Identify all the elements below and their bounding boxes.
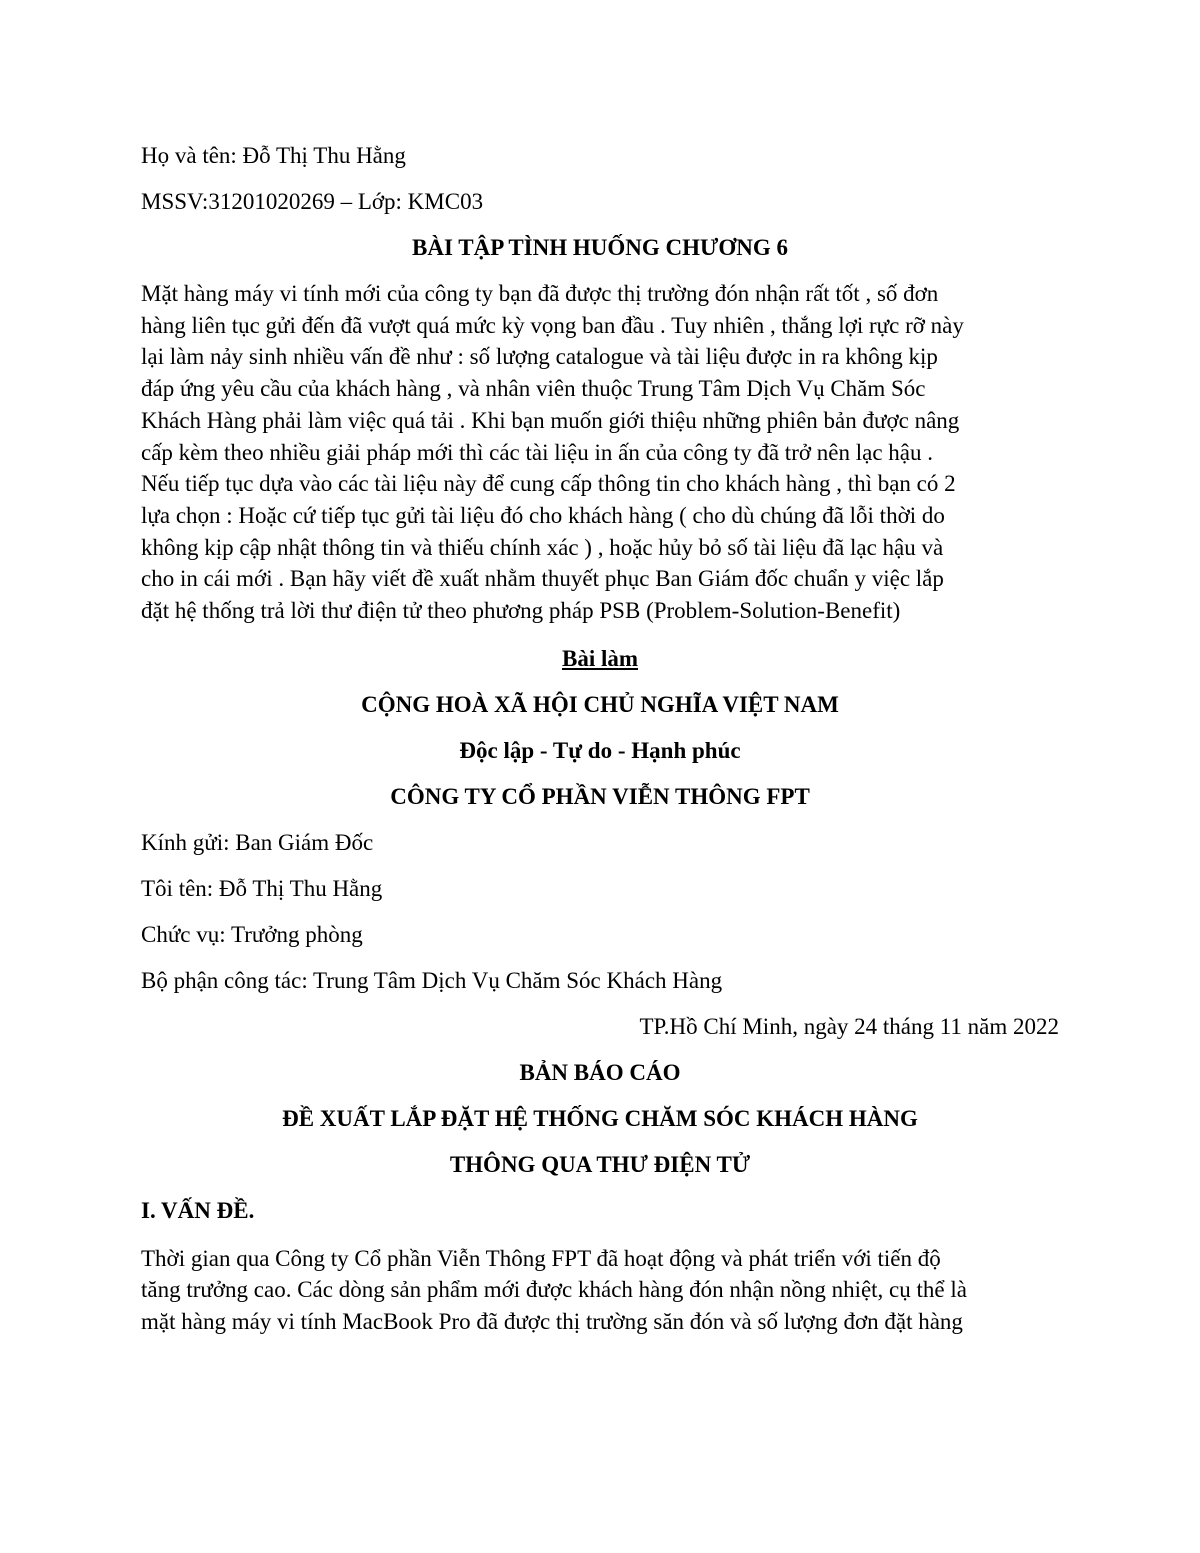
section-heading: I. VẤN ĐỀ. (141, 1197, 255, 1223)
exercise-prompt (141, 278, 1059, 627)
section-line: tăng trưởng cao. Các dòng sản phẩm mới được khách hàng đón nhận nồng nhiệt, cụ thể là (141, 1277, 967, 1303)
section-line: Thời gian qua Công ty Cổ phần Viễn Thông FPT đã hoạt động và phát triển với tiến độ (141, 1245, 941, 1271)
prompt-line: lại làm nảy sinh nhiều vấn đề như : số lượng catalogue và tài liệu được in ra không kịp (141, 344, 938, 370)
exercise-title: BÀI TẬP TÌNH HUỐNG CHƯƠNG 6 (412, 235, 788, 260)
report-title: BẢN BÁO CÁO (519, 1059, 681, 1085)
prompt-line: lựa chọn : Hoặc cứ tiếp tục gửi tài liệu đó cho khách hàng ( cho dù chúng đã lỗi thời do (141, 502, 945, 528)
author-line: Tôi tên: Đỗ Thị Thu Hằng (141, 875, 383, 901)
company-line: CÔNG TY CỔ PHẦN VIỄN THÔNG FPT (390, 783, 810, 809)
nation-line: CỘNG HOÀ XÃ HỘI CHỦ NGHĨA VIỆT NAM (361, 691, 839, 717)
prompt-line: không kịp cập nhật thông tin và thiếu chính xác ) , hoặc hủy bỏ số tài liệu đã lạc hậu và (141, 534, 944, 560)
answer-heading: Bài làm (561, 645, 639, 671)
prompt-line: Khách Hàng phải làm việc quá tải . Khi bạn muốn giới thiệu những phiên bản được nâng (141, 407, 960, 433)
date-line: TP.Hồ Chí Minh, ngày 24 tháng 11 năm 2022 (639, 1013, 1059, 1039)
prompt-line: cấp kèm theo nhiều giải pháp mới thì các tài liệu in ấn của công ty đã trở nên lạc hậu . (141, 439, 933, 465)
recipient-line: Kính gửi: Ban Giám Đốc (141, 829, 374, 855)
prompt-line: cho in cái mới . Bạn hãy viết đề xuất nhằm thuyết phục Ban Giám đốc chuẩn y việc lắp (141, 566, 944, 592)
section-line: mặt hàng máy vi tính MacBook Pro đã được thị trường săn đón và số lượng đơn đặt hàng (141, 1309, 963, 1335)
report-subtitle: ĐỀ XUẤT LẮP ĐẶT HỆ THỐNG CHĂM SÓC KHÁCH HÀNG (282, 1105, 918, 1131)
department-line: Bộ phận công tác: Trung Tâm Dịch Vụ Chăm Sóc Khách Hàng (141, 967, 723, 993)
prompt-line: Nếu tiếp tục dựa vào các tài liệu này để cung cấp thông tin cho khách hàng , thì bạn có 2 (141, 471, 956, 497)
student-id-class: MSSV:31201020269 – Lớp: KMC03 (141, 189, 484, 214)
section-paragraph (141, 1243, 1059, 1338)
document-body (141, 140, 1059, 1354)
prompt-line: đáp ứng yêu cầu của khách hàng , và nhân viên thuộc Trung Tâm Dịch Vụ Chăm Sóc (141, 376, 926, 402)
student-name: Họ và tên: Đỗ Thị Thu Hằng (141, 143, 406, 168)
prompt-line: đặt hệ thống trả lời thư điện tử theo phương pháp PSB (Problem-Solution-Benefit) (141, 598, 901, 624)
report-subtitle-2: THÔNG QUA THƯ ĐIỆN TỬ (449, 1151, 751, 1177)
position-line: Chức vụ: Trưởng phòng (141, 921, 363, 947)
motto-line: Độc lập - Tự do - Hạnh phúc (459, 737, 741, 763)
prompt-line: Mặt hàng máy vi tính mới của công ty bạn đã được thị trường đón nhận rất tốt , số đơn (141, 281, 939, 306)
prompt-line: hàng liên tục gửi đến đã vượt quá mức kỳ vọng ban đầu . Tuy nhiên , thắng lợi rực rỡ này (141, 312, 964, 338)
